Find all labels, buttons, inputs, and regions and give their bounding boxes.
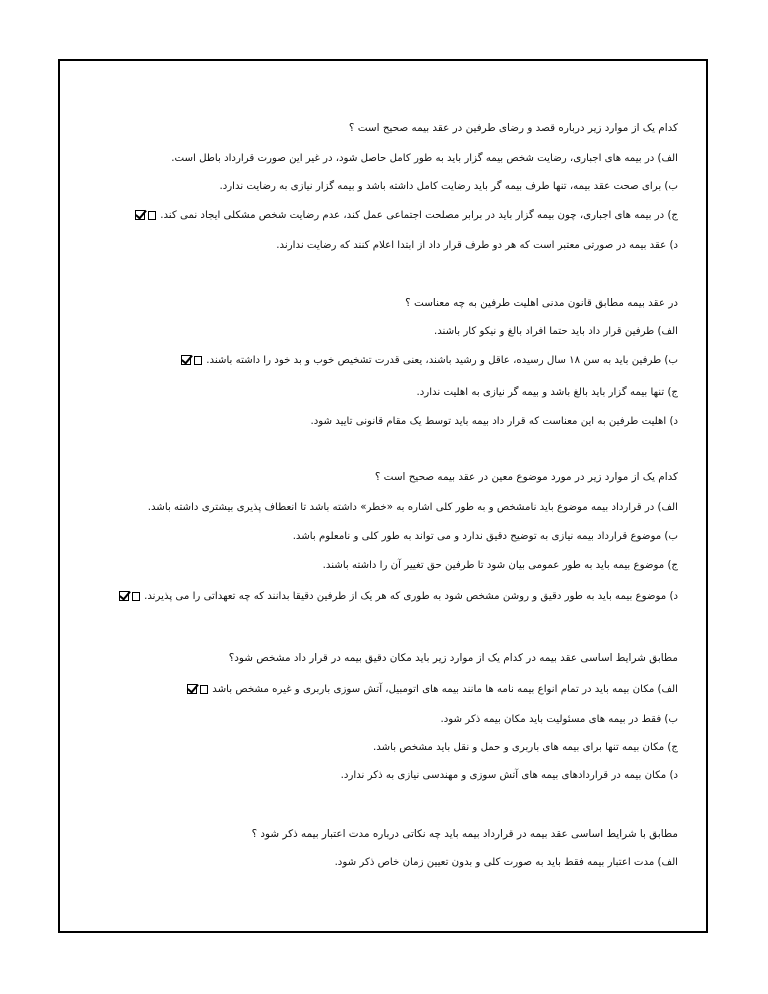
- q5-option-a[interactable]: الف) مدت اعتبار بیمه فقط باید به صورت کلی و بدون تعیین زمان خاص ذکر شود.: [334, 857, 678, 868]
- checked-checkbox-icon[interactable]: [187, 684, 197, 694]
- q2-option-d[interactable]: د) اهلیت طرفین به این معناست که قرار داد بیمه باید توسط یک مقام قانونی تایید شود.: [310, 416, 678, 427]
- question-1: کدام یک از موارد زیر درباره قصد و رضای طرفین در عقد بیمه صحیح است ؟: [348, 122, 678, 134]
- question-3: کدام یک از موارد زیر در مورد موضوع معین در عقد بیمه صحیح است ؟: [374, 471, 678, 483]
- q3-option-d[interactable]: د) موضوع بیمه باید به طور دقیق و روشن مشخص شود به طوری که هر یک از طرفین دقیقا بدانند که چه تعهداتی را می پذیرند.: [119, 590, 678, 604]
- empty-checkbox-icon[interactable]: [132, 592, 140, 601]
- q3-option-b[interactable]: ب) موضوع قرارداد بیمه نیازی به توضیح دقیق ندارد و می تواند به طور کلی و نامعلوم باشد.: [292, 531, 678, 542]
- q2-option-b[interactable]: ب) طرفین باید به سن ۱۸ سال رسیده، عاقل و رشید باشند، یعنی قدرت تشخیص خوب و بد خود را داشته باشند.: [181, 354, 678, 368]
- q2-option-c[interactable]: ج) تنها بیمه گزار باید بالغ باشد و بیمه گر نیازی به اهلیت ندارد.: [416, 387, 678, 398]
- q4-option-a[interactable]: الف) مکان بیمه باید در تمام انواع بیمه نامه ها مانند بیمه های اتومبیل، آتش سوزی باربری و غیره مشخص باشد: [187, 683, 678, 697]
- empty-checkbox-icon[interactable]: [200, 685, 208, 694]
- question-4: مطابق شرایط اساسی عقد بیمه در کدام یک از موارد زیر باید مکان دقیق بیمه در قرار داد مشخص شود؟: [228, 652, 678, 664]
- q4-option-c[interactable]: ج) مکان بیمه تنها برای بیمه های باربری و حمل و نقل باید مشخص باشد.: [372, 742, 678, 753]
- q2-option-a[interactable]: الف) طرفین قرار داد باید حتما افراد بالغ و نیکو کار باشند.: [433, 326, 678, 337]
- q1-option-a[interactable]: الف) در بیمه های اجباری، رضایت شخص بیمه گزار باید به طور کامل حاصل شود، در غیر این صورت قرارداد باطل است.: [171, 153, 678, 164]
- question-5: مطابق با شرایط اساسی عقد بیمه در قرارداد بیمه باید چه نکاتی درباره مدت اعتبار بیمه ذکر شود ؟: [251, 828, 678, 840]
- empty-checkbox-icon[interactable]: [148, 211, 156, 220]
- empty-checkbox-icon[interactable]: [194, 356, 202, 365]
- question-2: در عقد بیمه مطابق قانون مدنی اهلیت طرفین به چه معناست ؟: [405, 297, 678, 309]
- q3-option-a[interactable]: الف) در قرارداد بیمه موضوع باید نامشخص و به طور کلی اشاره به «خطر» داشته باشد تا انعطاف پذیری بیشتری داشته باشد.: [147, 502, 678, 513]
- q4-option-d[interactable]: د) مکان بیمه در قراردادهای بیمه های آتش سوزی و مهندسی نیازی به ذکر ندارد.: [340, 770, 678, 781]
- checked-checkbox-icon[interactable]: [181, 355, 191, 365]
- q1-option-d[interactable]: د) عقد بیمه در صورتی معتبر است که هر دو طرف قرار داد از ابتدا اعلام کنند که رضایت ندارند.: [276, 240, 678, 251]
- checked-checkbox-icon[interactable]: [119, 591, 129, 601]
- q1-option-b[interactable]: ب) برای صحت عقد بیمه، تنها طرف بیمه گر باید رضایت کامل داشته باشد و بیمه گزار نیازی به رضایت ندارد.: [219, 181, 678, 192]
- q4-option-b[interactable]: ب) فقط در بیمه های مسئولیت باید مکان بیمه ذکر شود.: [440, 714, 678, 725]
- q3-option-c[interactable]: ج) موضوع بیمه باید به طور عمومی بیان شود تا طرفین حق تغییر آن را داشته باشند.: [322, 560, 678, 571]
- q1-option-c[interactable]: ج) در بیمه های اجباری، چون بیمه گزار باید در برابر مصلحت اجتماعی عمل کند، عدم رضایت شخص مشکلی ایجاد نمی کند.: [135, 209, 678, 223]
- checked-checkbox-icon[interactable]: [135, 210, 145, 220]
